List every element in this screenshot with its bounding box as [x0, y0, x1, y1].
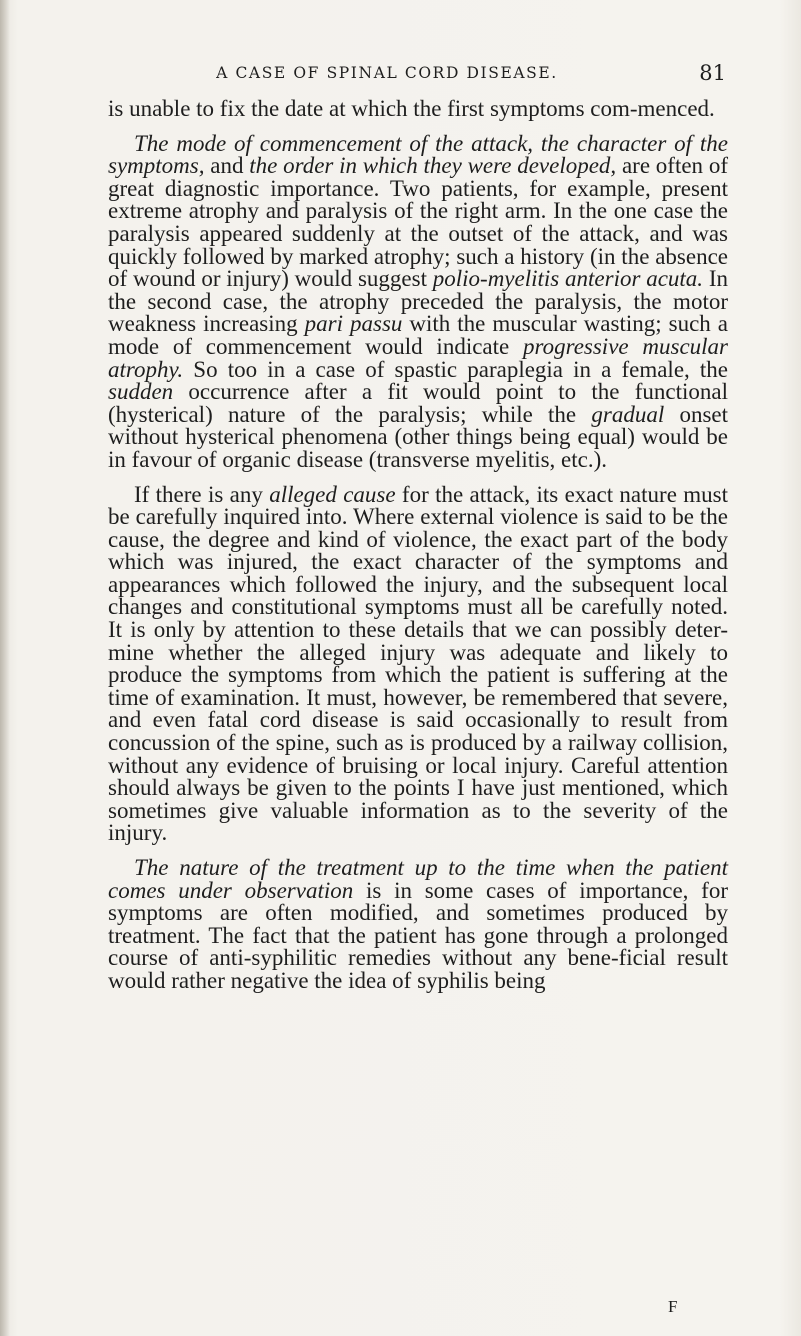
text-run: and [204, 153, 250, 179]
running-head: A CASE OF SPINAL CORD DISEASE. [216, 64, 558, 82]
text-run: are often of great diagnostic importance. Two patients, for example, present extreme atrophy and paralysis of the right arm. In the one case the paralysis appeared suddenly at the outset of the attack, and was quickly followed by marked atrophy; such a history (in the absence of wound or injury) would suggest [108, 153, 728, 292]
italic-phrase: The nature of the treatment up to the time when the patient comes under observation [108, 855, 728, 903]
binding-shadow [0, 0, 10, 1336]
text-run: onset without hysterical phenomena (other things being equal) would be in favour of organic disease (transverse myelitis, etc.). [108, 401, 728, 472]
text-run: is in some cases of importance, for symptoms are often modified, and sometimes produced by treatment. The fact that the patient has gone through a prolonged course of anti-syphilitic remedies without any bene-ficial result would rather negative the idea of syphilis being [108, 877, 728, 993]
italic-phrase: sudden [108, 379, 174, 405]
text-run: In the second case, the atrophy preceded the paralysis, the motor weakness increasing [108, 266, 728, 337]
italic-phrase: progressive muscular atrophy. [108, 333, 728, 382]
paragraph-p0 [108, 98, 728, 121]
text-run: So too in a case of spastic paraplegia in a female, the [183, 356, 728, 382]
text-run: for the attack, its exact nature must be carefully inquired into. Where external violence is said to be the cause, the degree and kind of violence, the exact part of the body which was injured, the exact character of the symptoms and appearances which followed the injury, and the subsequent local changes and constitutional symptoms must all be carefully noted. It is only by attention to these details that we can possibly deter-mine whether the alleged injury was adequate and likely to produce the symptoms from which the patient is suffering at the time of examination. It must, however, be remembered that severe, and even fatal cord disease is said occasionally to result from concussion of the spine, such as is produced by a railway collision, without any evidence of bruising or local injury. Careful attention should always be given to the points I have just mentioned, which sometimes give valuable information as to the severity of the injury. [108, 481, 728, 846]
text-run: occurrence after a fit would point to the functional (hysterical) nature of the paralysis; while the [108, 379, 728, 427]
text-run: with the muscular wasting; such a mode of commencement would indicate [108, 311, 728, 359]
paragraph-p1 [108, 130, 728, 472]
signature-mark: F [668, 1297, 678, 1316]
page-header [108, 61, 726, 90]
text-run: If there is any [134, 481, 270, 507]
italic-phrase: polio-myelitis anterior acuta. [432, 266, 704, 292]
italic-phrase: the order in which they were developed, [249, 153, 617, 179]
italic-phrase: alleged cause [269, 481, 396, 507]
paragraph-p3 [108, 857, 728, 993]
italic-phrase: gradual [591, 401, 665, 427]
body-text [108, 98, 728, 993]
text-run: is unable to fix the date at which the first symptoms com-menced. [108, 96, 715, 121]
paragraph-p2 [108, 481, 728, 846]
italic-phrase: pari passu [304, 311, 403, 337]
page-number: 81 [699, 61, 726, 85]
italic-phrase: The mode of commencement of the attack, the character of the symptoms, [108, 130, 728, 179]
